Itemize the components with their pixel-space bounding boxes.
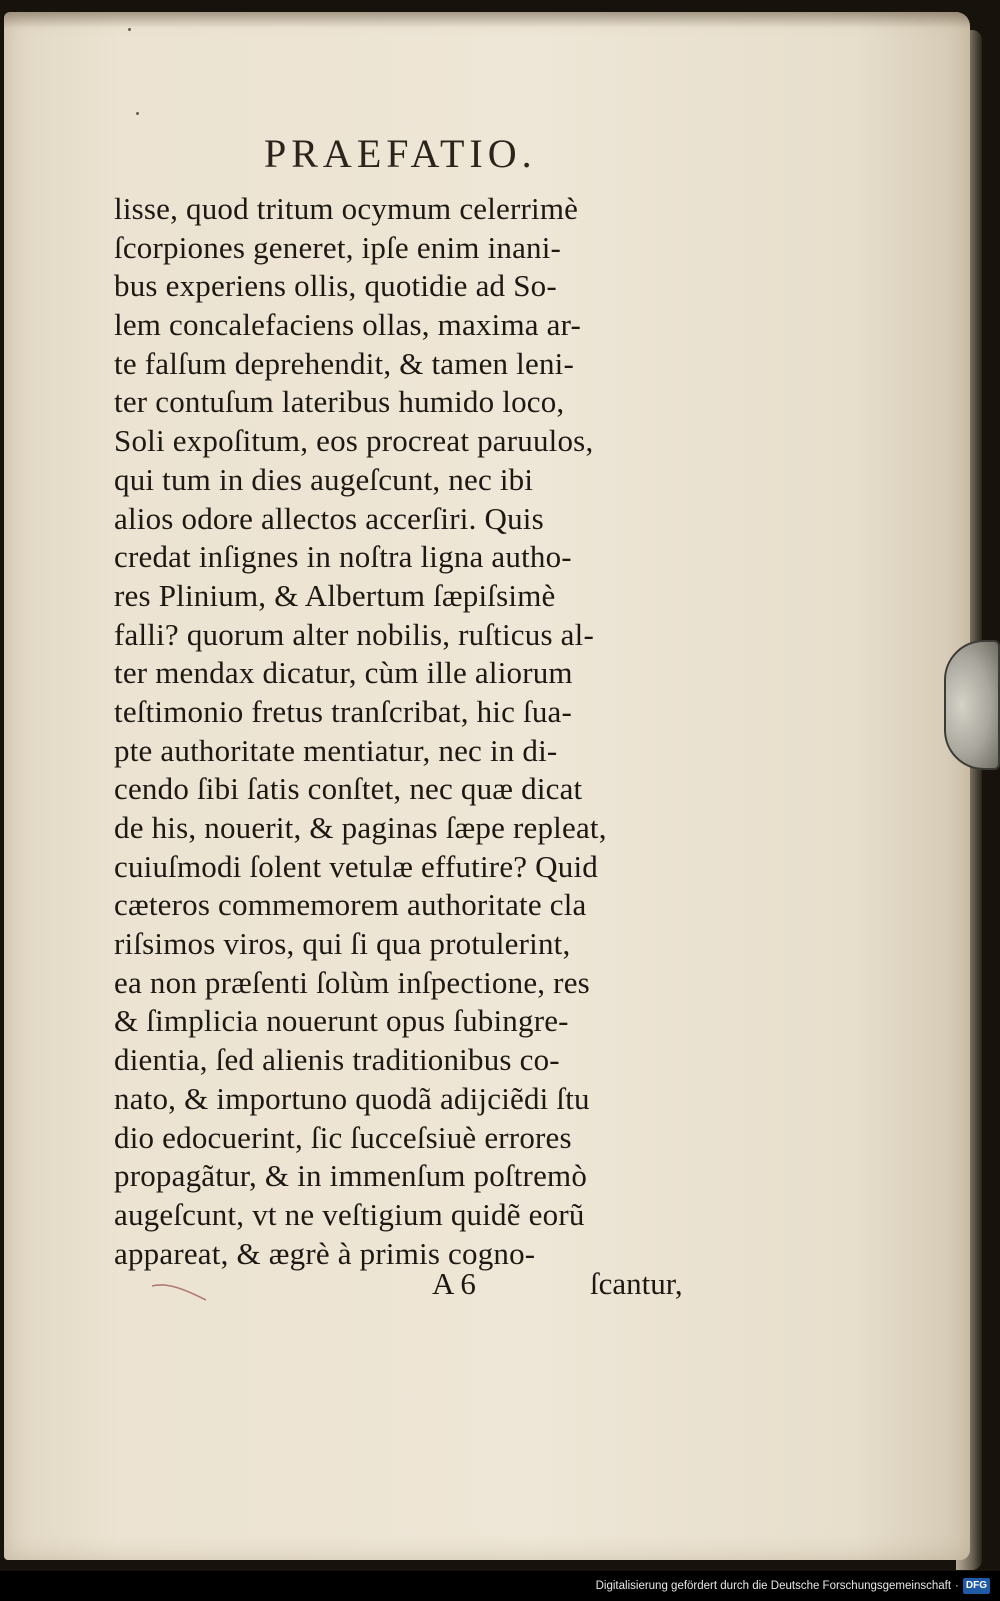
text-line: appareat, & ægrè à primis cogno- [114,1235,536,1271]
page-footer [432,1266,732,1310]
text-line: ter contuſum lateribus humido loco, [114,384,565,420]
text-line: falli? quorum alter nobilis, ruſticus al- [114,616,594,652]
digitization-credit: Digitalisierung gefördert durch die Deutsche Forschungsgemeinschaft · DFG [596,1576,990,1596]
text-line: lisse, quod tritum ocymum celerrimè [114,191,579,226]
text-line: bus experiens ollis, quotidie ad So- [114,268,557,304]
text-block [114,190,730,1273]
stray-mark [136,112,139,115]
clasp-tab [944,640,1000,770]
text-line: ſcorpiones generet, ipſe enim inani- [114,229,562,265]
stray-mark [128,28,131,31]
text-line: cæteros commemorem authoritate cla [114,887,587,923]
text-line: dientia, ſed alienis traditionibus co- [114,1042,560,1078]
text-line: ea non præſenti ſolùm inſpectione, res [114,964,590,1000]
text-line: augeſcunt, vt ne veſtigium quidẽ eorũ [114,1196,585,1232]
text-line: nato, & importuno quodã adijciẽdi ſtu [114,1080,590,1116]
text-line: cuiuſmodi ſolent vetulæ effutire? Quid [114,848,598,884]
text-line: propagãtur, & in immenſum poſtremò [114,1158,588,1194]
text-line: ter mendax dicatur, cùm ille aliorum [114,655,573,691]
credit-text: Digitalisierung gefördert durch die Deutsche Forschungsgemeinschaft [595,1580,952,1592]
text-line: de his, nouerit, & paginas ſæpe repleat, [114,810,607,845]
signature-mark: A 6 [432,1266,476,1301]
catchword: ſcantur, [590,1266,683,1301]
page-top-shadow [4,12,970,28]
text-line: dio edocuerint, ſic ſucceſsiuè errores [114,1119,572,1155]
text-line: riſsimos viros, qui ſi qua protulerint, [114,926,571,962]
text-line: res Plinium, & Albertum ſæpiſsimè [114,577,556,613]
text-line: credat inſignes in noſtra ligna autho- [114,539,572,575]
text-line: cendo ſibi ſatis conſtet, nec quæ dicat [114,771,583,807]
text-line: lem concalefaciens ollas, maxima ar- [114,307,582,343]
text-line: Soli expoſitum, eos procreat paruulos, [114,423,594,459]
text-line: teſtimonio fretus tranſcribat, hic ſua- [114,693,573,729]
running-head: PRAEFATIO. [264,131,537,176]
dfg-logo-icon: DFG [963,1578,990,1594]
text-line: te falſum deprehendit, & tamen leni- [114,345,574,381]
text-line: qui tum in dies augeſcunt, nec ibi [114,461,534,497]
text-line: pte authoritate mentiatur, nec in di- [114,732,558,768]
text-line: alios odore allectos accerſiri. Quis [114,500,544,536]
text-line: & ſimplicia nouerunt opus ſubingre- [114,1003,569,1039]
pen-scribble [150,1280,210,1304]
